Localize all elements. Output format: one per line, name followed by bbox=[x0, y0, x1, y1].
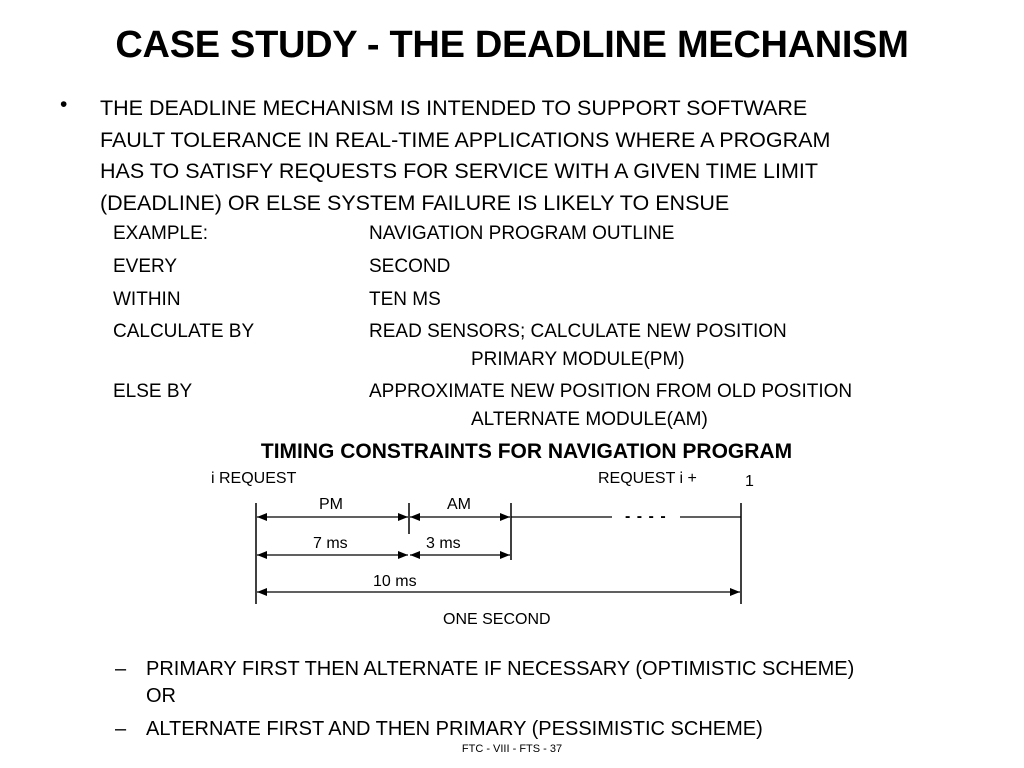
bullet-line: HAS TO SATISFY REQUESTS FOR SERVICE WITH A GIVEN TIME LIMIT bbox=[100, 159, 819, 183]
bullet-line: FAULT TOLERANCE IN REAL-TIME APPLICATIONS WHERE A PROGRAM bbox=[100, 127, 831, 152]
calculate-by-label: CALCULATE BY bbox=[113, 321, 255, 342]
pm-duration-label: 7 ms bbox=[313, 535, 348, 552]
period-label: ONE SECOND bbox=[443, 611, 551, 628]
every-label: EVERY bbox=[113, 256, 178, 277]
dash-marker: – bbox=[115, 718, 127, 740]
gap-dashes: - - - - bbox=[625, 508, 667, 525]
every-value: SECOND bbox=[369, 256, 451, 277]
slide-footer: FTC - VIII - FTS - 37 bbox=[461, 743, 563, 755]
request-next-label: REQUEST i + bbox=[598, 470, 697, 487]
alternate-module-label: ALTERNATE MODULE(AM) bbox=[471, 409, 708, 430]
option-pessimistic: ALTERNATE FIRST AND THEN PRIMARY (PESSIMISTIC SCHEME) bbox=[146, 718, 763, 740]
within-label: WITHIN bbox=[113, 289, 181, 310]
request-i-label: i REQUEST bbox=[211, 470, 297, 487]
else-by-label: ELSE BY bbox=[113, 381, 193, 402]
pm-label: PM bbox=[319, 496, 343, 513]
within-value: TEN MS bbox=[369, 289, 441, 310]
primary-module-label: PRIMARY MODULE(PM) bbox=[471, 349, 685, 370]
calculate-by-value: READ SENSORS; CALCULATE NEW POSITION bbox=[369, 321, 787, 342]
request-next-index: 1 bbox=[745, 473, 754, 490]
option-connector: OR bbox=[146, 685, 176, 707]
diagram-title: TIMING CONSTRAINTS FOR NAVIGATION PROGRAM bbox=[260, 440, 793, 463]
example-label: EXAMPLE: bbox=[113, 223, 209, 244]
deadline-label: 10 ms bbox=[373, 573, 417, 590]
bullet-line: THE DEADLINE MECHANISM IS INTENDED TO SUPPORT SOFTWARE bbox=[100, 96, 808, 120]
bullet-marker: • bbox=[60, 93, 68, 116]
bullet-paragraph bbox=[100, 93, 1000, 219]
example-value: NAVIGATION PROGRAM OUTLINE bbox=[369, 223, 675, 244]
dash-marker: – bbox=[115, 658, 127, 680]
am-label: AM bbox=[447, 496, 471, 513]
else-by-value: APPROXIMATE NEW POSITION FROM OLD POSITION bbox=[369, 381, 853, 402]
option-optimistic: PRIMARY FIRST THEN ALTERNATE IF NECESSARY (OPTIMISTIC SCHEME) bbox=[146, 658, 855, 680]
slide-title: CASE STUDY - THE DEADLINE MECHANISM bbox=[115, 24, 909, 66]
am-duration-label: 3 ms bbox=[426, 535, 461, 552]
bullet-line: (DEADLINE) OR ELSE SYSTEM FAILURE IS LIKELY TO ENSUE bbox=[100, 190, 730, 215]
